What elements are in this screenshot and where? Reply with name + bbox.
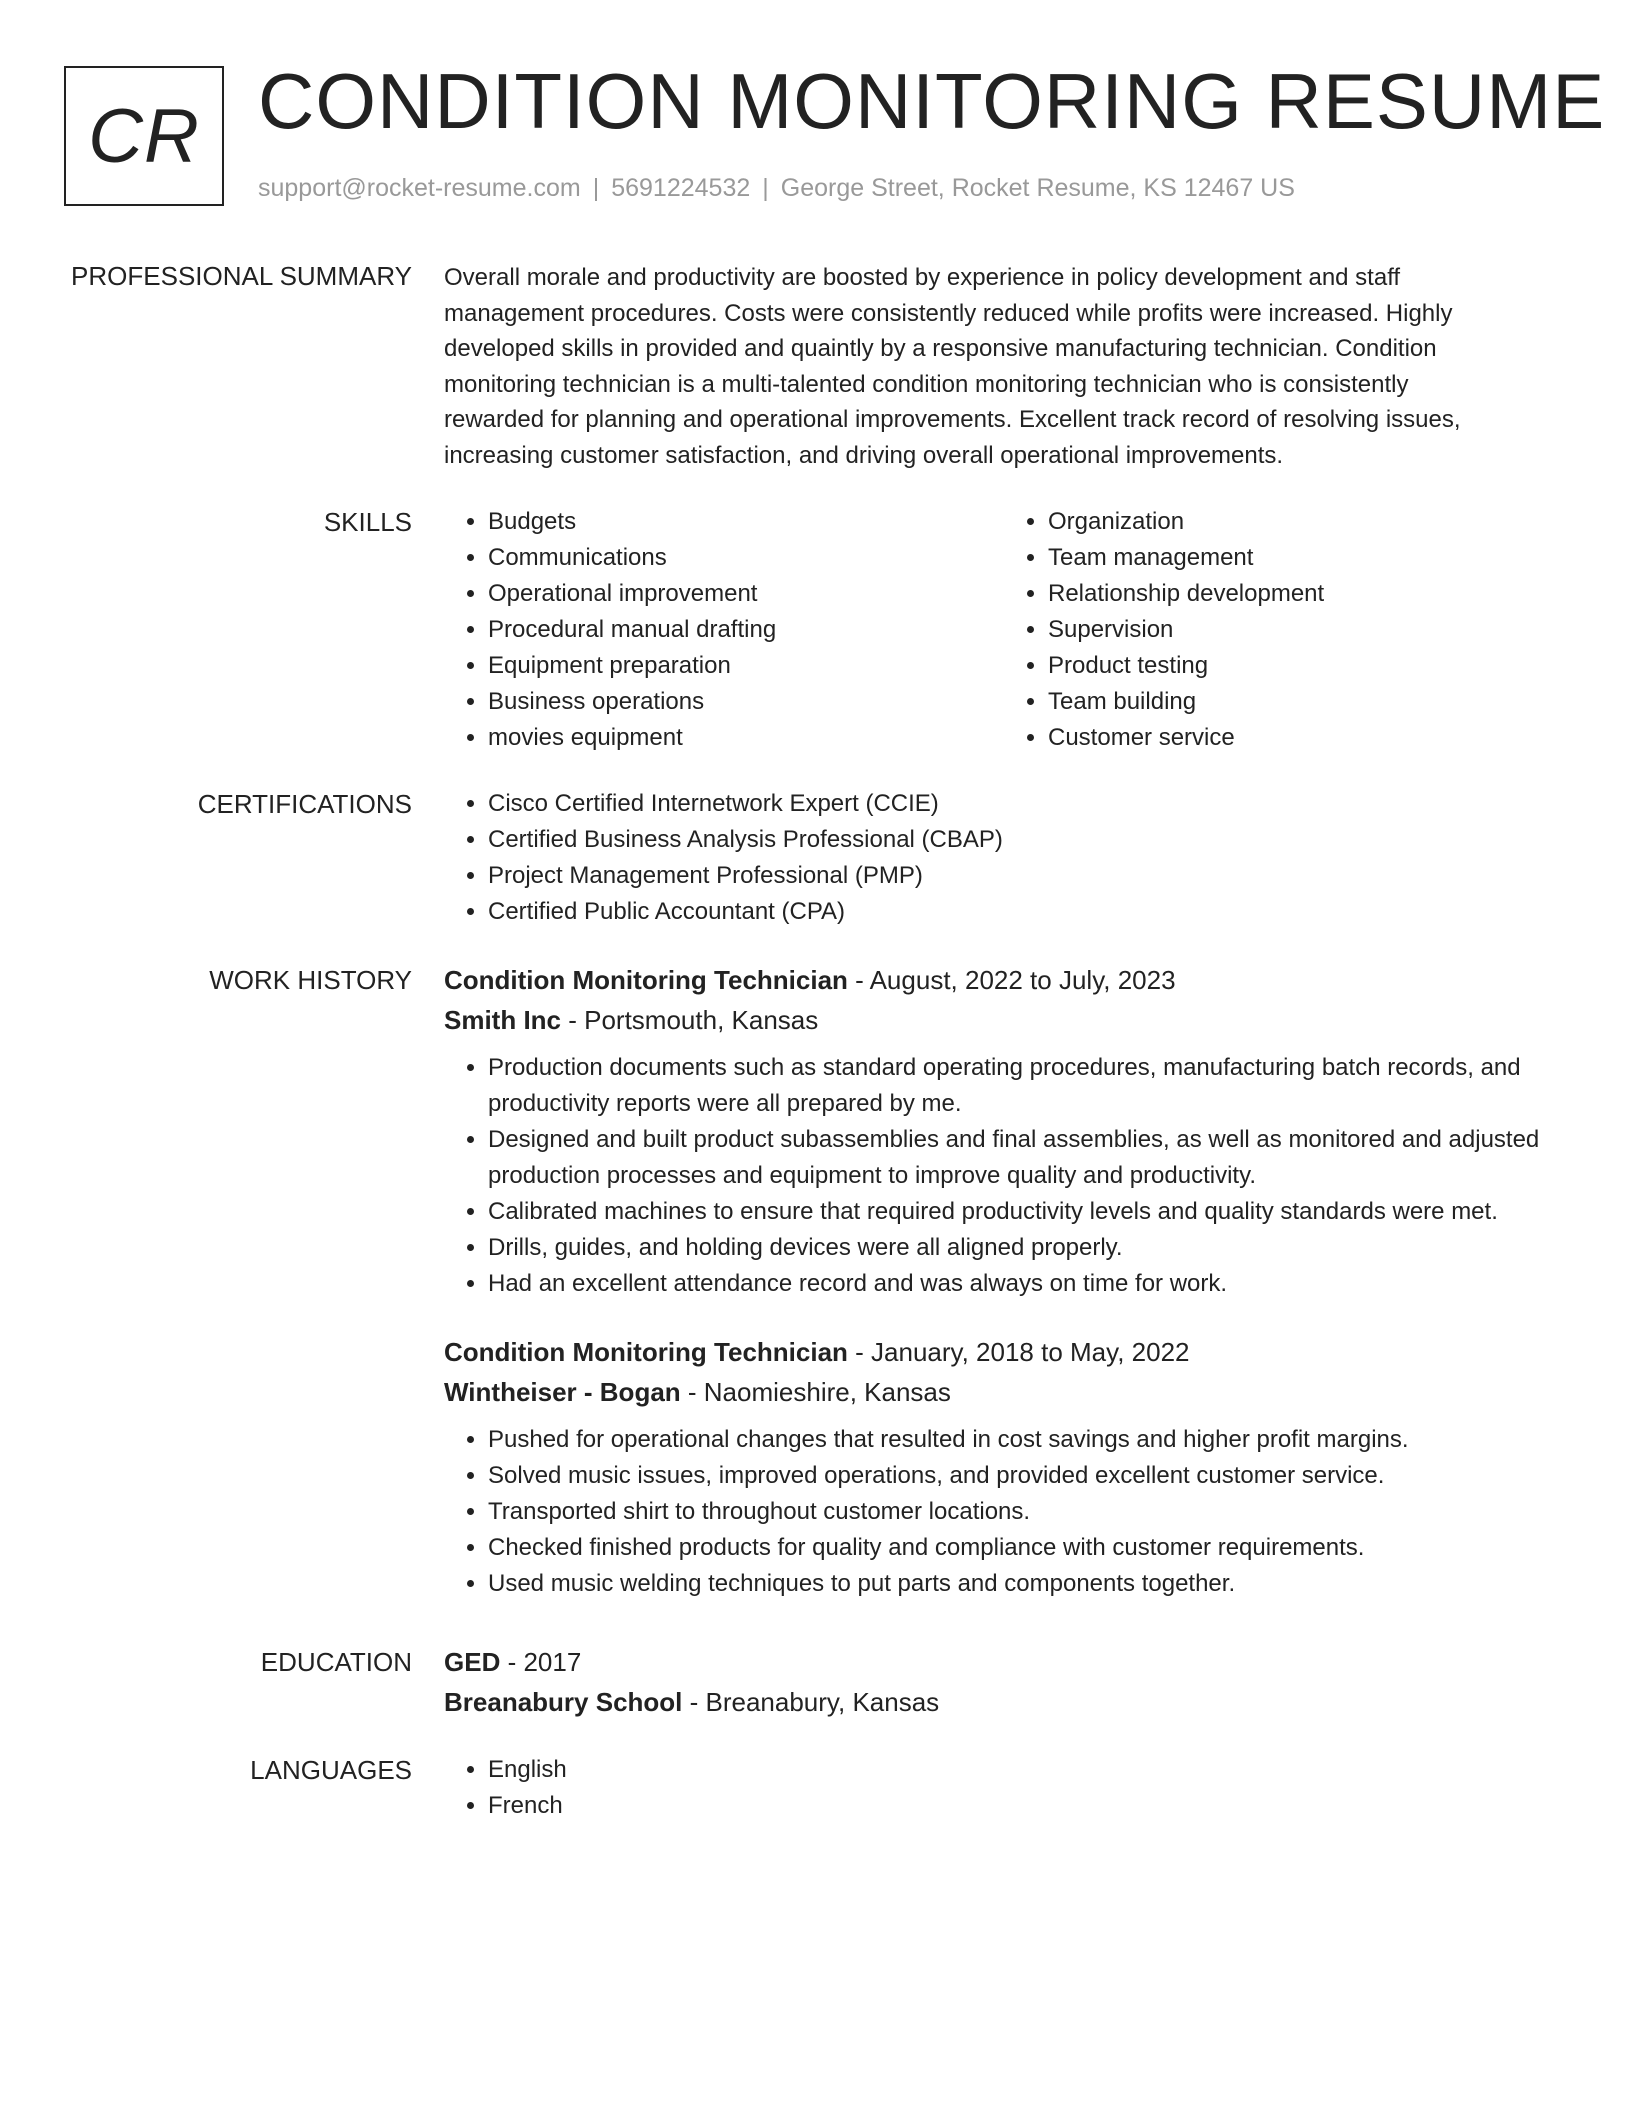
skill-item: • Team building bbox=[1048, 684, 1564, 720]
skills-list-right bbox=[1004, 504, 1564, 756]
contact-phone: 5691224532 bbox=[611, 174, 751, 202]
education-school: Breanabury School bbox=[444, 1687, 683, 1717]
job-company-line bbox=[444, 1372, 1564, 1412]
certification-item: • Project Management Professional (PMP) bbox=[488, 858, 1564, 894]
summary-line: Overall morale and productivity are boosted by experience in policy development and staff bbox=[444, 264, 1401, 291]
job-location: - Naomieshire, Kansas bbox=[680, 1377, 951, 1407]
section-label-certifications: CERTIFICATIONS bbox=[197, 789, 412, 819]
education-school-line bbox=[444, 1682, 1564, 1722]
contact-line bbox=[258, 174, 1295, 203]
skill-item: • Procedural manual drafting bbox=[488, 612, 1004, 648]
skill-item: • Operational improvement bbox=[488, 576, 1004, 612]
resume-title: CONDITION MONITORING RESUME bbox=[258, 57, 1606, 145]
job-bullet: • Used music welding techniques to put parts and components together. bbox=[488, 1566, 1564, 1602]
job-dates: - August, 2022 to July, 2023 bbox=[847, 965, 1176, 995]
summary-line: developed skills in provided and quaintly by a responsive manufacturing technician. Condition bbox=[444, 335, 1437, 363]
skill-item: • Business operations bbox=[488, 684, 1004, 720]
job-bullet: • Production documents such as standard operating procedures, manufacturing batch records, and productivity reports were all prepared by me. bbox=[488, 1050, 1564, 1122]
education-degree: GED bbox=[444, 1647, 501, 1677]
job-bullet: • Checked finished products for quality and compliance with customer requirements. bbox=[488, 1530, 1564, 1566]
skill-item: • Relationship development bbox=[1048, 576, 1564, 612]
certification-item: • Certified Public Accountant (CPA) bbox=[488, 894, 1564, 930]
skill-item: • Supervision bbox=[1048, 612, 1564, 648]
contact-address: George Street, Rocket Resume, KS 12467 US bbox=[780, 174, 1295, 202]
job-location: - Portsmouth, Kansas bbox=[561, 1005, 819, 1035]
summary-line: increasing customer satisfaction, and driving overall operational improvements. bbox=[444, 441, 1284, 469]
contact-separator: | bbox=[762, 174, 769, 202]
skill-item: • Product testing bbox=[1048, 648, 1564, 684]
skill-item: • Customer service bbox=[1048, 720, 1564, 756]
job-bullet: • Calibrated machines to ensure that required productivity levels and quality standards were met. bbox=[488, 1194, 1564, 1230]
education-year: - 2017 bbox=[500, 1647, 582, 1677]
certifications-body bbox=[444, 786, 1564, 930]
language-item: • English bbox=[488, 1752, 1564, 1788]
skill-item: • Team management bbox=[1048, 540, 1564, 576]
job-bullet: • Transported shirt to throughout customer locations. bbox=[488, 1494, 1564, 1530]
certification-item: • Certified Business Analysis Professional (CBAP) bbox=[488, 822, 1564, 858]
job-entry bbox=[444, 960, 1564, 1302]
certifications-list bbox=[444, 786, 1564, 930]
job-company-line bbox=[444, 1000, 1564, 1040]
job-bullet: • Had an excellent attendance record and was always on time for work. bbox=[488, 1266, 1564, 1302]
skill-item: • Communications bbox=[488, 540, 1004, 576]
skills-list-left bbox=[444, 504, 1004, 756]
work-history-body bbox=[444, 960, 1564, 1602]
language-item: • French bbox=[488, 1788, 1564, 1824]
section-label-work-history: WORK HISTORY bbox=[209, 965, 412, 995]
job-entry bbox=[444, 1332, 1564, 1602]
job-bullets bbox=[444, 1422, 1564, 1602]
job-company: Wintheiser - Bogan bbox=[444, 1377, 681, 1407]
section-label-education: EDUCATION bbox=[260, 1647, 412, 1677]
job-bullet: • Solved music issues, improved operations, and provided excellent customer service. bbox=[488, 1458, 1564, 1494]
education-degree-line bbox=[444, 1642, 1564, 1682]
education-body bbox=[444, 1642, 1564, 1722]
summary-line: management procedures. Costs were consistently reduced while profits were increased. Highly bbox=[444, 299, 1453, 327]
job-company: Smith Inc bbox=[444, 1005, 562, 1035]
summary-line: monitoring technician is a multi-talented condition monitoring technician who is consistently bbox=[444, 370, 1409, 398]
section-label-skills: SKILLS bbox=[323, 507, 412, 537]
job-title: Condition Monitoring Technician bbox=[444, 965, 848, 995]
education-location: - Breanabury, Kansas bbox=[682, 1687, 940, 1717]
job-bullet: • Designed and built product subassemblies and final assemblies, as well as monitored and adjusted production processes and equipment to improve quality and productivity. bbox=[488, 1122, 1564, 1194]
job-dates: - January, 2018 to May, 2022 bbox=[847, 1337, 1190, 1367]
contact-separator: | bbox=[592, 174, 600, 202]
summary-body bbox=[444, 260, 1564, 474]
skill-item: • Equipment preparation bbox=[488, 648, 1004, 684]
job-title-line bbox=[444, 960, 1564, 1000]
job-bullet: • Pushed for operational changes that resulted in cost savings and higher profit margins. bbox=[488, 1422, 1564, 1458]
job-bullet: • Drills, guides, and holding devices were all aligned properly. bbox=[488, 1230, 1564, 1266]
skills-body bbox=[444, 504, 1564, 756]
section-label-languages: LANGUAGES bbox=[250, 1755, 412, 1785]
summary-line: rewarded for planning and operational improvements. Excellent track record of resolving issues, bbox=[444, 406, 1461, 434]
job-title-line bbox=[444, 1332, 1564, 1372]
initials-text: CR bbox=[88, 93, 200, 179]
job-title: Condition Monitoring Technician bbox=[444, 1337, 848, 1367]
skill-item: • movies equipment bbox=[488, 720, 1004, 756]
initials-logo bbox=[64, 66, 224, 206]
skill-item: • Organization bbox=[1048, 504, 1564, 540]
section-label-summary: PROFESSIONAL SUMMARY bbox=[71, 261, 412, 291]
job-bullets bbox=[444, 1050, 1564, 1302]
skill-item: • Budgets bbox=[488, 504, 1004, 540]
contact-email: support@rocket-resume.com bbox=[258, 174, 581, 202]
languages-body bbox=[444, 1752, 1564, 1824]
languages-list bbox=[444, 1752, 1564, 1824]
certification-item: • Cisco Certified Internetwork Expert (CCIE) bbox=[488, 786, 1564, 822]
